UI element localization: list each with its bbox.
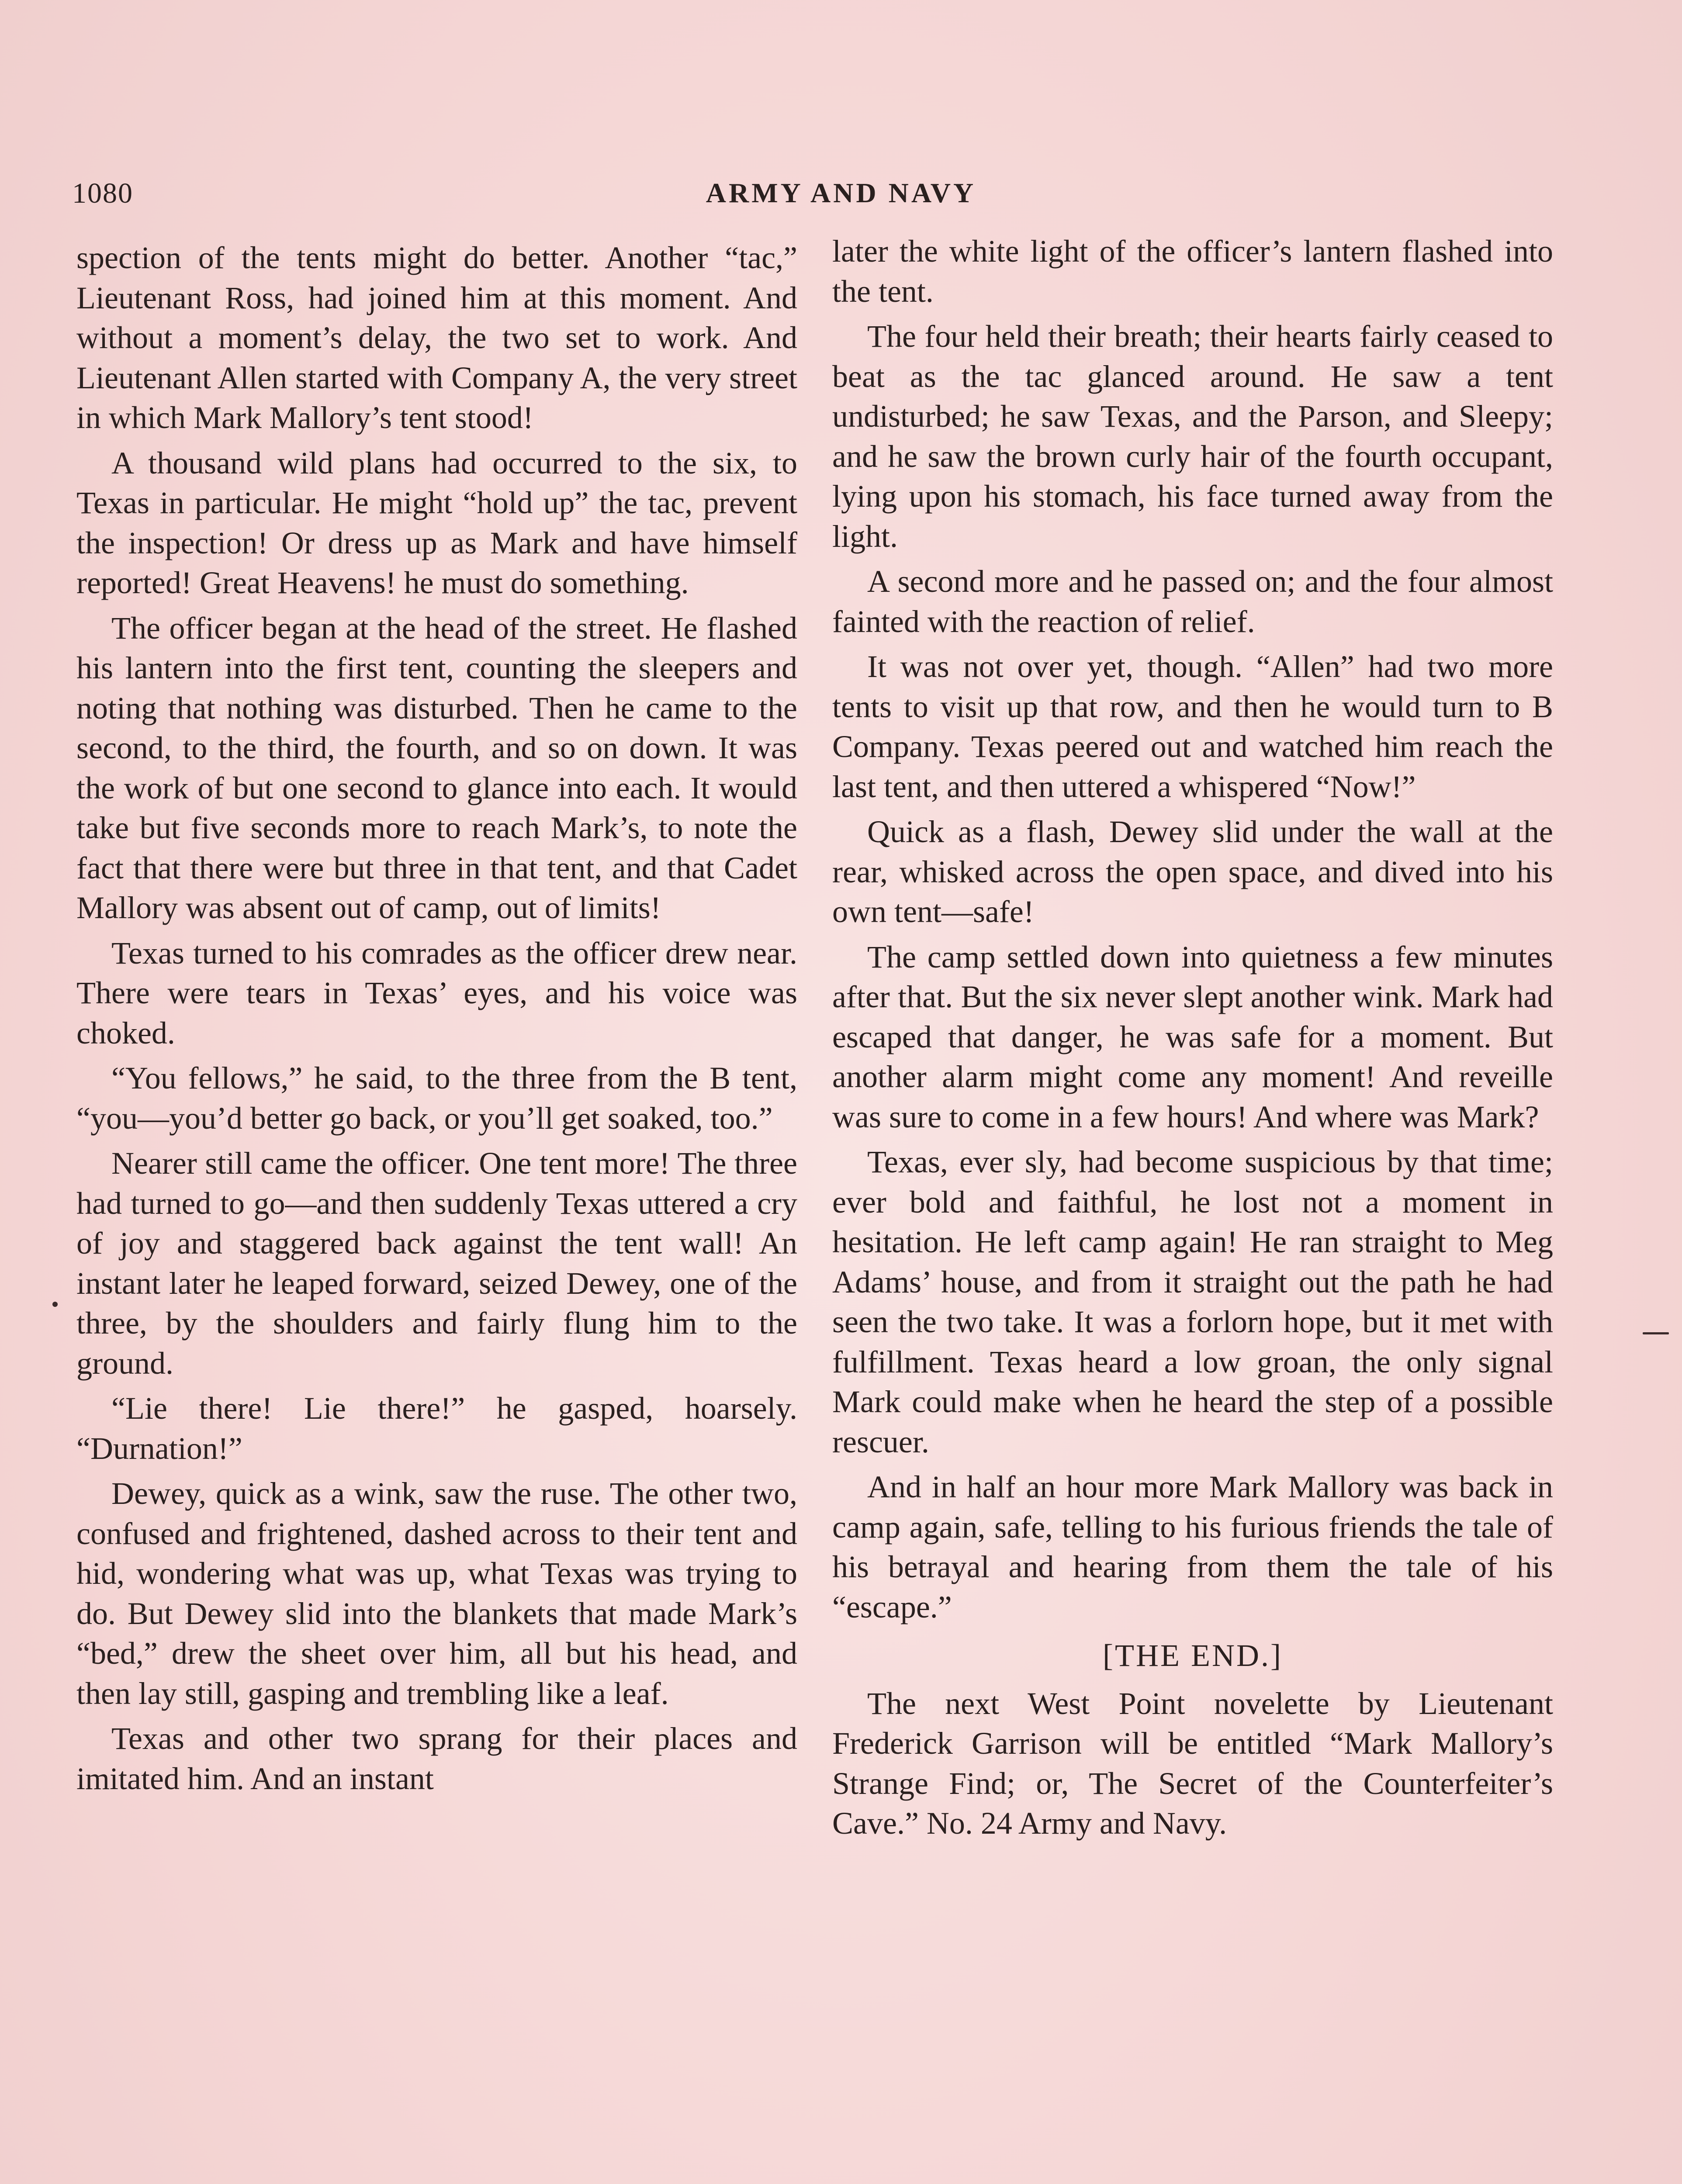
paragraph: Nearer still came the officer. One tent more! The three had turned to go—and then suddenly Texas uttered a cry of joy and staggered back against the tent wall! An instant later he leaped forward, seized Dewey, one of the three, by the shoulders and fairly flung him to the ground. [76, 1146, 797, 1381]
page-number: 1080 [72, 177, 133, 209]
ink-speck [1643, 1332, 1669, 1334]
paragraph: Texas and other two sprang for their places and imitated him. And an instant [76, 1721, 797, 1796]
ink-speck [52, 1302, 58, 1307]
paragraph: Quick as a flash, Dewey slid under the wall at the rear, whisked across the open space, and dived into his own tent—safe! [832, 814, 1553, 929]
paragraph: A thousand wild plans had occurred to the six, to Texas in particular. He might “hold up” the tac, prevent the inspection! Or dress up as Mark and have himself reported! Great Heavens! he must do something. [76, 445, 797, 600]
paragraph: spection of the tents might do better. Another “tac,” Lieutenant Ross, had joined him at this moment. And without a moment’s delay, the two set to work. And Lieutenant Allen started with Company A, the very street in which Mark Mallory’s tent stood! [76, 240, 797, 435]
paragraph: later the white light of the officer’s lantern flashed into the tent. [832, 234, 1553, 309]
paragraph: Texas turned to his comrades as the officer drew near. There were tears in Texas’ eyes, and his voice was choked. [76, 935, 797, 1051]
paragraph: It was not over yet, though. “Allen” had two more tents to visit up that row, and then he would turn to B Company. Texas peered out and watched him reach the last tent, and then uttered a whispered “Now!” [832, 649, 1553, 804]
paragraph: The four held their breath; their hearts fairly ceased to beat as the tac glanced around. He saw a tent undisturbed; he saw Texas, and the Parson, and Sleepy; and he saw the brown curly hair of the fourth occupant, lying upon his stomach, his face turned away from the light. [832, 319, 1553, 554]
paragraph: And in half an hour more Mark Mallory was back in camp again, safe, telling to his furious friends the tale of his betrayal and hearing from them the tale of his “escape.” [832, 1469, 1553, 1624]
paragraph: A second more and he passed on; and the four almost fainted with the reaction of relief. [832, 564, 1553, 639]
the-end-marker: [THE END.] [1103, 1638, 1283, 1673]
running-title: ARMY AND NAVY [706, 177, 976, 208]
paragraph: Dewey, quick as a wink, saw the ruse. The other two, confused and frightened, dashed across to their tent and hid, wondering what was up, what Texas was trying to do. But Dewey slid into the blankets that made Mark’s “bed,” drew the sheet over him, all but his head, and then lay still, gasping and trembling like a leaf. [76, 1476, 797, 1711]
next-issue-notice: The next West Point novelette by Lieutenant Frederick Garrison will be entitled “Mark Mallory’s Strange Find; or, The Secret of the Counterfeiter’s Cave.” No. 24 Army and Navy. [832, 1686, 1553, 1841]
left-column [76, 238, 797, 1804]
right-column [832, 232, 1553, 1849]
paragraph: “Lie there! Lie there!” he gasped, hoarsely. “Durnation!” [76, 1391, 797, 1466]
paragraph: Texas, ever sly, had become suspicious by that time; ever bold and faithful, he lost not a moment in hesitation. He left camp again! He ran straight to Meg Adams’ house, and from it straight out the path he had seen the two take. It was a forlorn hope, but it met with fulfillment. Texas heard a low groan, the only signal Mark could make when he heard the step of a possible rescuer. [832, 1144, 1553, 1459]
paragraph: The officer began at the head of the street. He flashed his lantern into the first tent, counting the sleepers and noting that nothing was disturbed. Then he came to the second, to the third, the fourth, and so on down. It was the work of but one second to glance into each. It would take but five seconds more to reach Mark’s, to note the fact that there were but three in that tent, and that Cadet Mallory was absent out of camp, out of limits! [76, 610, 797, 925]
paragraph: “You fellows,” he said, to the three from the B tent, “you—you’d better go back, or you’ll get soaked, too.” [76, 1061, 797, 1136]
paragraph: The camp settled down into quietness a few minutes after that. But the six never slept another wink. Mark had escaped that danger, he was safe for a moment. But another alarm might come any moment! And reveille was sure to come in a few hours! And where was Mark? [832, 939, 1553, 1134]
